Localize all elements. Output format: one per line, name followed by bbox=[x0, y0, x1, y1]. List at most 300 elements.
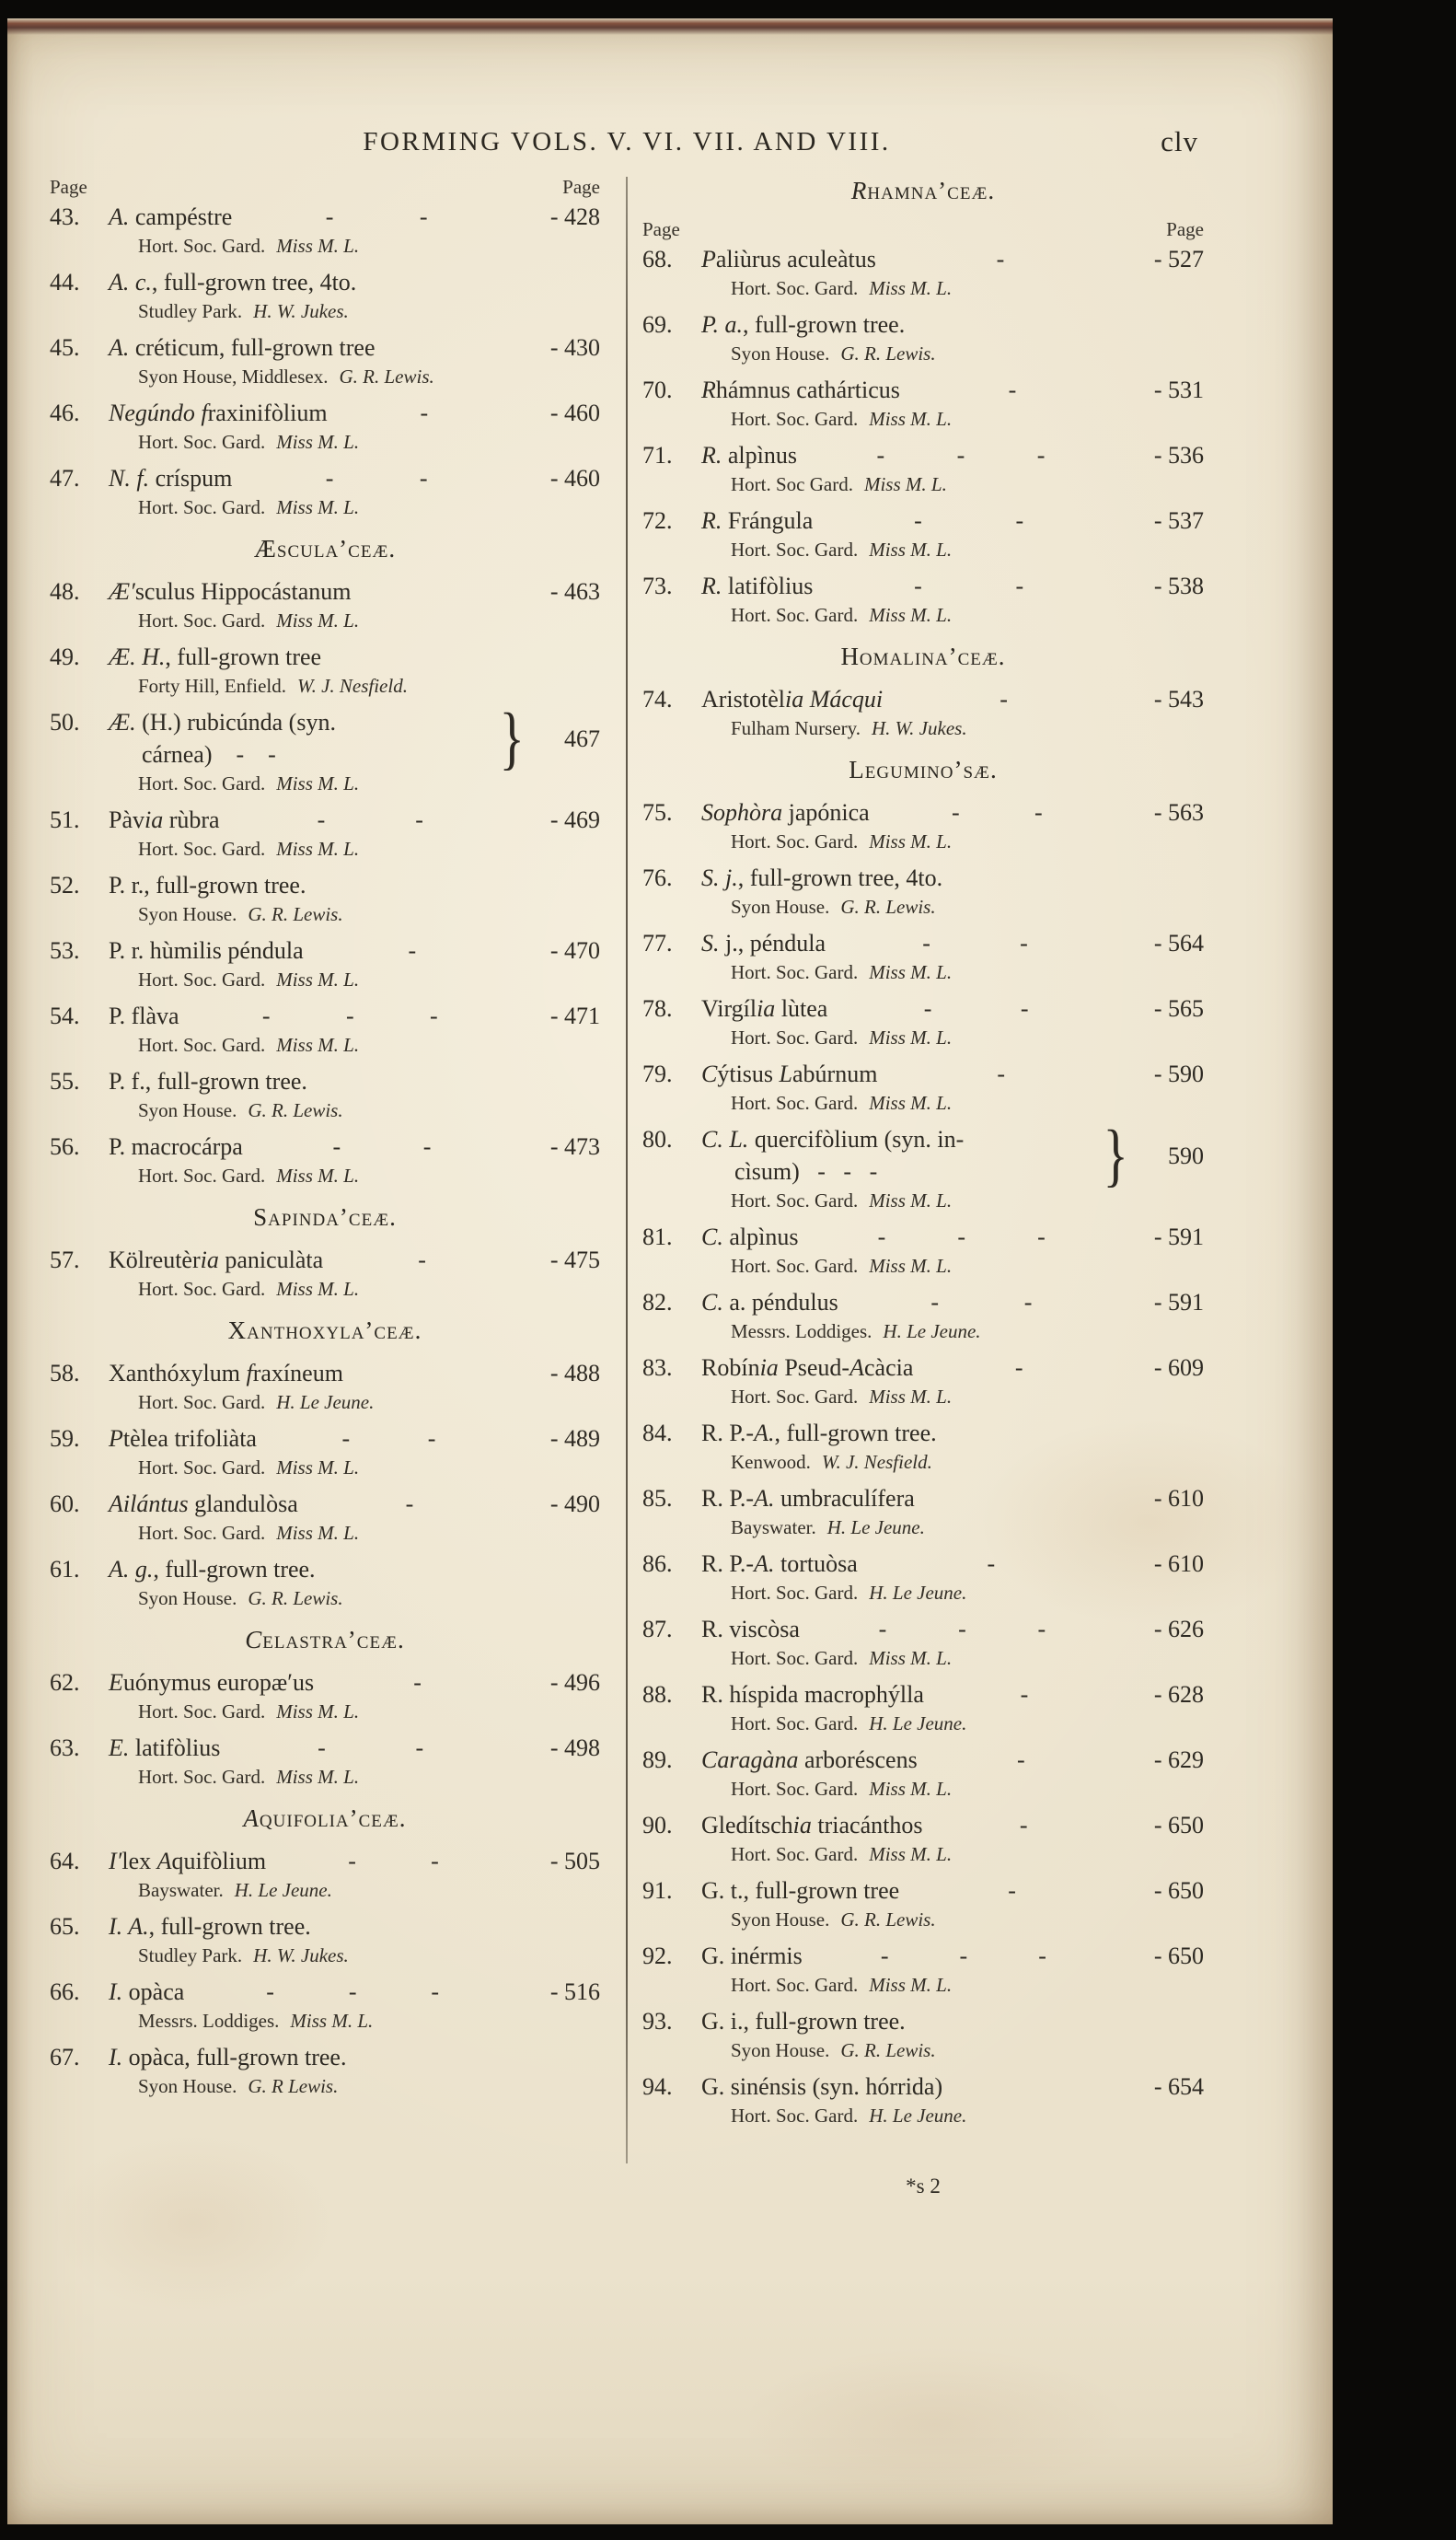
leader-dashes bbox=[298, 1488, 521, 1520]
index-entry bbox=[642, 1809, 1204, 1867]
source-location: Hort. Soc. Gard. bbox=[138, 1278, 266, 1300]
entry-title: Robínia Pseud-Acàcia bbox=[701, 1354, 914, 1381]
source-artist: Miss M. L. bbox=[869, 1974, 953, 1996]
source-artist: H. W. Jukes. bbox=[253, 300, 349, 322]
source-artist: Miss M. L. bbox=[276, 431, 360, 453]
entry-title: Paliùrus aculeàtus bbox=[701, 246, 876, 273]
entry-line bbox=[50, 1976, 600, 2008]
leader-dash: - bbox=[1020, 1681, 1029, 1708]
entry-line bbox=[642, 1221, 1204, 1253]
leader-dash: - bbox=[996, 246, 1005, 273]
index-entry bbox=[642, 2070, 1204, 2128]
leader-dashes bbox=[913, 1351, 1125, 1384]
entry-number: 90. bbox=[642, 1812, 673, 1838]
source-artist: H. Le Jeune. bbox=[276, 1391, 375, 1413]
index-entry bbox=[50, 2041, 600, 2099]
entry-source-line bbox=[50, 1032, 600, 1058]
source-artist: Miss M. L. bbox=[869, 604, 953, 626]
entry-page-number: - 650 bbox=[1153, 1943, 1204, 1969]
source-artist: Miss M. L. bbox=[869, 539, 953, 561]
source-artist: G. R. Lewis. bbox=[840, 342, 936, 365]
page-column-label-left: Page bbox=[642, 218, 680, 240]
index-entry bbox=[642, 505, 1204, 563]
entry-title: G. sinénsis (syn. hórrida) bbox=[701, 2073, 943, 2100]
entry-title: E. latifòlius bbox=[109, 1734, 221, 1761]
index-entry bbox=[642, 1351, 1204, 1409]
entry-line bbox=[50, 641, 600, 673]
leader-dashes bbox=[813, 570, 1125, 602]
entry-number: 56. bbox=[50, 1133, 80, 1160]
entry-source-line bbox=[50, 2073, 600, 2099]
entry-page-number: - 488 bbox=[549, 1360, 600, 1386]
leader-dash: - bbox=[415, 1734, 424, 1761]
entry-source-line bbox=[50, 1389, 600, 1415]
source-artist: H. W. Jukes. bbox=[253, 1944, 349, 1966]
source-location: Messrs. Loddiges. bbox=[731, 1320, 872, 1342]
source-location: Hort. Soc. Gard. bbox=[138, 235, 266, 257]
leader-dashes bbox=[797, 439, 1125, 471]
entry-title: Æ. H., full-grown tree bbox=[109, 644, 322, 670]
leader-dash: - bbox=[1037, 1224, 1046, 1250]
entry-number: 84. bbox=[642, 1420, 673, 1446]
source-location: Hort. Soc Gard. bbox=[731, 473, 853, 495]
entry-title: Æ′sculus Hippocástanum bbox=[109, 578, 352, 605]
source-location: Hort. Soc. Gard. bbox=[138, 1391, 266, 1413]
entry-title: P. flàva bbox=[109, 1003, 179, 1029]
entry-line bbox=[50, 201, 600, 233]
index-entry bbox=[50, 1131, 600, 1189]
leader-dash: - bbox=[429, 1003, 438, 1029]
index-entry bbox=[642, 683, 1204, 741]
index-entry bbox=[50, 934, 600, 992]
leader-dash: - bbox=[420, 400, 429, 426]
entry-number: 44. bbox=[50, 269, 80, 296]
entry-line bbox=[50, 1065, 600, 1097]
entry-source-line bbox=[642, 894, 1204, 920]
entry-source-line bbox=[642, 1449, 1204, 1475]
leader-dashes bbox=[900, 374, 1125, 406]
entry-source-line bbox=[642, 275, 1204, 301]
source-artist: Miss M. L. bbox=[276, 1456, 360, 1479]
entry-page-number: - 471 bbox=[549, 1003, 600, 1029]
leader-dash: - bbox=[413, 1669, 422, 1696]
entry-number: 76. bbox=[642, 864, 673, 891]
source-artist: Miss M. L. bbox=[869, 1092, 953, 1114]
entry-number: 75. bbox=[642, 799, 673, 826]
entry-number: 67. bbox=[50, 2044, 80, 2070]
page-column-label-right: Page bbox=[1166, 218, 1204, 240]
entry-line bbox=[50, 1131, 600, 1163]
leader-dash: - bbox=[427, 1425, 436, 1452]
entry-title: I. opàca bbox=[109, 1978, 185, 2005]
entry-title: Negúndo fraxinifòlium bbox=[109, 400, 328, 426]
source-location: Hort. Soc. Gard. bbox=[731, 1974, 859, 1996]
source-location: Studley Park. bbox=[138, 300, 243, 322]
entry-source-line bbox=[642, 1514, 1204, 1540]
leader-dashes bbox=[257, 1422, 521, 1455]
entry-number: 61. bbox=[50, 1556, 80, 1583]
entry-title: R. Frángula bbox=[701, 507, 814, 534]
source-location: Hort. Soc. Gard. bbox=[731, 277, 859, 299]
leader-dash: - bbox=[1020, 930, 1028, 957]
source-location: Hort. Soc. Gard. bbox=[731, 539, 859, 561]
entry-line bbox=[642, 243, 1204, 275]
entry-source-line bbox=[642, 829, 1204, 854]
entry-line bbox=[50, 1666, 600, 1699]
source-location: Hort. Soc. Gard. bbox=[138, 1766, 266, 1788]
index-entry bbox=[50, 1000, 600, 1058]
entry-source-line bbox=[50, 1943, 600, 1968]
leader-dash: - bbox=[422, 1133, 432, 1160]
entry-source-line bbox=[50, 364, 600, 389]
entry-source-line bbox=[50, 298, 600, 324]
source-artist: H. Le Jeune. bbox=[826, 1516, 925, 1538]
index-entry bbox=[642, 1286, 1204, 1344]
entry-title: Sophòra japónica bbox=[701, 799, 870, 826]
leader-dash: - bbox=[957, 1224, 966, 1250]
source-artist: Miss M. L. bbox=[869, 1189, 953, 1212]
section-heading: Homalina’ceæ. bbox=[840, 643, 1006, 670]
section-heading: Xanthoxyla’ceæ. bbox=[227, 1316, 422, 1344]
leader-dash: - bbox=[419, 203, 428, 230]
leader-dash: - bbox=[1037, 1616, 1046, 1642]
index-entry bbox=[642, 992, 1204, 1050]
entry-number: 87. bbox=[642, 1616, 673, 1642]
source-artist: H. Le Jeune. bbox=[869, 1712, 967, 1734]
leader-dashes bbox=[184, 1976, 521, 2008]
entry-source-line bbox=[50, 608, 600, 633]
entry-page-number: - 629 bbox=[1153, 1746, 1204, 1773]
index-entry bbox=[50, 1065, 600, 1123]
entry-line bbox=[50, 1000, 600, 1032]
source-artist: Miss M. L. bbox=[276, 609, 360, 632]
source-artist: Miss M. L. bbox=[869, 1255, 953, 1277]
entry-number: 50. bbox=[50, 709, 80, 736]
entry-page-number: 590 bbox=[1168, 1142, 1204, 1169]
source-artist: Miss M. L. bbox=[869, 408, 953, 430]
entry-number: 82. bbox=[642, 1289, 673, 1316]
index-entry bbox=[50, 1976, 600, 2034]
entry-page-number: - 610 bbox=[1153, 1485, 1204, 1512]
entry-number: 46. bbox=[50, 400, 80, 426]
entry-line bbox=[50, 1244, 600, 1276]
entry-line bbox=[50, 804, 600, 836]
entry-number: 55. bbox=[50, 1068, 80, 1095]
source-artist: Miss M. L. bbox=[276, 1522, 360, 1544]
folio-number: clv bbox=[1161, 125, 1198, 157]
entry-number: 89. bbox=[642, 1746, 673, 1773]
left-column bbox=[50, 175, 600, 2106]
leader-dashes bbox=[323, 1244, 521, 1276]
entry-page-number: - 650 bbox=[1153, 1812, 1204, 1838]
source-location: Hort. Soc. Gard. bbox=[731, 408, 859, 430]
entry-line bbox=[642, 1744, 1204, 1776]
leader-dashes bbox=[870, 796, 1125, 829]
source-location: Hort. Soc. Gard. bbox=[731, 2105, 859, 2127]
entry-page-number: - 505 bbox=[549, 1848, 600, 1874]
entry-title: A. campéstre bbox=[109, 203, 233, 230]
entry-title: R. viscòsa bbox=[701, 1616, 800, 1642]
index-entry bbox=[642, 1940, 1204, 1998]
entry-title: P. macrocárpa bbox=[109, 1133, 243, 1160]
leader-dashes bbox=[304, 934, 521, 967]
source-location: Hort. Soc. Gard. bbox=[138, 609, 266, 632]
source-artist: H. Le Jeune. bbox=[883, 1320, 981, 1342]
leader-dash: - bbox=[930, 1289, 940, 1316]
leader-dash: - bbox=[325, 203, 334, 230]
index-entry bbox=[642, 1221, 1204, 1279]
source-location: Messrs. Loddiges. bbox=[138, 2010, 280, 2032]
index-entry bbox=[642, 1874, 1204, 1932]
entry-source-line bbox=[50, 429, 600, 455]
entry-line bbox=[50, 1910, 600, 1943]
leader-dash: - bbox=[877, 1224, 886, 1250]
entry-line bbox=[50, 1488, 600, 1520]
source-artist: Miss M. L. bbox=[290, 2010, 374, 2032]
leader-dash: - bbox=[1019, 1812, 1028, 1838]
entry-number: 74. bbox=[642, 686, 673, 713]
entry-page-number: - 460 bbox=[549, 400, 600, 426]
entry-title: R. P.-A. umbraculífera bbox=[701, 1485, 915, 1512]
entry-title: Pàvia rùbra bbox=[109, 806, 220, 833]
entry-number: 59. bbox=[50, 1425, 80, 1452]
leader-dash: - bbox=[1023, 1289, 1033, 1316]
entry-line bbox=[642, 796, 1204, 829]
entry-line bbox=[642, 927, 1204, 959]
entry-title: G. inérmis bbox=[701, 1943, 803, 1969]
leader-dash: - bbox=[419, 465, 428, 492]
index-entry bbox=[642, 927, 1204, 985]
source-artist: Miss M. L. bbox=[276, 1766, 360, 1788]
leader-dashes bbox=[232, 462, 521, 494]
entry-source-line bbox=[642, 715, 1204, 741]
index-entry bbox=[50, 804, 600, 862]
source-artist: H. Le Jeune. bbox=[234, 1879, 332, 1901]
source-location: Syon House. bbox=[138, 1099, 237, 1121]
page-labels-row bbox=[642, 217, 1204, 241]
source-artist: G. R. Lewis. bbox=[840, 2039, 936, 2061]
entry-line bbox=[642, 1058, 1204, 1090]
brace-line-1: Æ. (H.) rubicúnda (syn. bbox=[109, 709, 336, 736]
entry-title: Xanthóxylum fraxíneum bbox=[109, 1360, 343, 1386]
entry-number: 45. bbox=[50, 334, 80, 361]
entry-title: Virgília lùtea bbox=[701, 995, 828, 1022]
source-location: Hort. Soc. Gard. bbox=[138, 1700, 266, 1722]
entry-source-line bbox=[642, 2103, 1204, 2128]
entry-title: R. híspida macrophýlla bbox=[701, 1681, 924, 1708]
leader-dashes bbox=[220, 1732, 521, 1764]
source-artist: Miss M. L. bbox=[276, 1278, 360, 1300]
index-entry bbox=[50, 641, 600, 699]
entry-page-number: - 563 bbox=[1153, 799, 1204, 826]
entry-number: 48. bbox=[50, 578, 80, 605]
leader-dash: - bbox=[878, 1616, 887, 1642]
index-entry bbox=[642, 570, 1204, 628]
entry-title: C. a. péndulus bbox=[701, 1289, 838, 1316]
source-location: Bayswater. bbox=[138, 1879, 224, 1901]
entry-number: 64. bbox=[50, 1848, 80, 1874]
leader-dashes bbox=[232, 201, 521, 233]
entry-source-line bbox=[50, 1276, 600, 1302]
entry-page-number: - 428 bbox=[549, 203, 600, 230]
entry-source-line bbox=[50, 673, 600, 699]
leader-dash: - bbox=[261, 1003, 271, 1029]
source-artist: Miss M. L. bbox=[276, 235, 360, 257]
entry-page-number: - 490 bbox=[549, 1490, 600, 1517]
section-heading: Sapinda’ceæ. bbox=[253, 1203, 397, 1231]
entry-line bbox=[642, 683, 1204, 715]
source-artist: H. W. Jukes. bbox=[871, 717, 967, 739]
source-artist: H. Le Jeune. bbox=[869, 1582, 967, 1604]
leader-dash: - bbox=[345, 1003, 354, 1029]
leader-dashes bbox=[314, 1666, 521, 1699]
leader-dash: - bbox=[332, 1133, 341, 1160]
entry-number: 49. bbox=[50, 644, 80, 670]
entry-source-line bbox=[50, 836, 600, 862]
entry-page-number: - 543 bbox=[1153, 686, 1204, 713]
leader-dashes bbox=[899, 1874, 1125, 1907]
leader-dash: - bbox=[431, 1848, 439, 1874]
source-location: Syon House. bbox=[138, 1587, 237, 1609]
source-location: Hort. Soc. Gard. bbox=[138, 1456, 266, 1479]
entry-title: S. j., full-grown tree, 4to. bbox=[701, 864, 943, 891]
entry-line bbox=[642, 570, 1204, 602]
entry-page-number: - 463 bbox=[549, 578, 600, 605]
entry-number: 83. bbox=[642, 1354, 673, 1381]
entry-source-line bbox=[50, 1097, 600, 1123]
entry-number: 81. bbox=[642, 1224, 673, 1250]
entry-source-line bbox=[642, 537, 1204, 563]
entry-page-number: - 565 bbox=[1153, 995, 1204, 1022]
source-location: Hort. Soc. Gard. bbox=[731, 1843, 859, 1865]
entry-source-line bbox=[642, 2037, 1204, 2063]
source-location: Hort. Soc. Gard. bbox=[138, 1165, 266, 1187]
section-heading: Celastra’ceæ. bbox=[245, 1626, 405, 1653]
leader-dashes bbox=[179, 1000, 521, 1032]
entry-source-line bbox=[50, 1455, 600, 1480]
entry-number: 94. bbox=[642, 2073, 673, 2100]
entry-page-number: - 470 bbox=[549, 937, 600, 964]
source-location: Hort. Soc. Gard. bbox=[138, 968, 266, 991]
entry-page-number: - 609 bbox=[1153, 1354, 1204, 1381]
leader-dash: - bbox=[1020, 995, 1029, 1022]
source-artist: G. R. Lewis. bbox=[248, 903, 343, 925]
entry-line bbox=[642, 1417, 1204, 1449]
leader-dashes bbox=[798, 1221, 1125, 1253]
entry-page-number: - 538 bbox=[1153, 573, 1204, 599]
source-artist: Miss M. L. bbox=[869, 830, 953, 852]
entry-line bbox=[642, 1940, 1204, 1972]
printers-signature: *s 2 bbox=[906, 2175, 941, 2198]
leader-dashes bbox=[328, 397, 521, 429]
index-entry bbox=[50, 1357, 600, 1415]
leader-dash: - bbox=[408, 937, 417, 964]
index-entry bbox=[642, 308, 1204, 366]
entry-title: Euónymus europæ′us bbox=[109, 1669, 315, 1696]
source-artist: G. R. Lewis. bbox=[248, 1099, 343, 1121]
entry-brace-lines bbox=[50, 700, 600, 777]
leader-dashes bbox=[827, 992, 1125, 1025]
entry-source-line bbox=[642, 1318, 1204, 1344]
entry-source-line bbox=[50, 2008, 600, 2034]
source-location: Hort. Soc. Gard. bbox=[731, 1712, 859, 1734]
entry-number: 51. bbox=[50, 806, 80, 833]
entry-source-line bbox=[642, 1090, 1204, 1116]
entry-line bbox=[50, 575, 600, 608]
entry-title: C. alpìnus bbox=[701, 1224, 799, 1250]
entry-title: N. f. críspum bbox=[109, 465, 233, 492]
source-artist: Miss M. L. bbox=[869, 1386, 953, 1408]
entry-line bbox=[642, 439, 1204, 471]
index-entry bbox=[50, 462, 600, 520]
entry-line bbox=[642, 1482, 1204, 1514]
index-entry bbox=[642, 243, 1204, 301]
entry-line bbox=[50, 1845, 600, 1877]
leader-dashes bbox=[243, 1131, 521, 1163]
entry-source-line bbox=[50, 901, 600, 927]
entry-page-number: - 626 bbox=[1153, 1616, 1204, 1642]
entry-page-number: - 591 bbox=[1153, 1289, 1204, 1316]
entry-page-number: - 498 bbox=[549, 1734, 600, 1761]
page-labels-row bbox=[50, 175, 600, 199]
entry-source-line bbox=[50, 1585, 600, 1611]
entry-number: 72. bbox=[642, 507, 673, 534]
index-entry bbox=[50, 1732, 600, 1790]
entry-title: Cýtisus Labúrnum bbox=[701, 1061, 878, 1087]
entry-number: 78. bbox=[642, 995, 673, 1022]
leader-dash: - bbox=[1015, 573, 1024, 599]
leader-dashes bbox=[220, 804, 521, 836]
entry-title: P. f., full-grown tree. bbox=[109, 1068, 307, 1095]
source-artist: Miss M. L. bbox=[869, 1647, 953, 1669]
column-divider-rule bbox=[626, 177, 628, 2163]
entry-page-number: - 489 bbox=[549, 1425, 600, 1452]
entry-number: 92. bbox=[642, 1943, 673, 1969]
entry-line bbox=[50, 331, 600, 364]
leader-dash: - bbox=[341, 1425, 351, 1452]
leader-dash: - bbox=[876, 442, 885, 469]
leader-dash: - bbox=[1015, 507, 1024, 534]
entry-number: 57. bbox=[50, 1247, 80, 1273]
entry-title: P. r., full-grown tree. bbox=[109, 872, 306, 899]
source-location: Hort. Soc. Gard. bbox=[731, 1189, 859, 1212]
leader-dash: - bbox=[1036, 442, 1046, 469]
index-entry bbox=[642, 1744, 1204, 1802]
entry-title: G. t., full-grown tree bbox=[701, 1877, 900, 1904]
entry-title: A. c., full-grown tree, 4to. bbox=[109, 269, 357, 296]
leader-dash: - bbox=[1017, 1746, 1025, 1773]
source-artist: Miss M. L. bbox=[276, 496, 360, 518]
entry-number: 63. bbox=[50, 1734, 80, 1761]
entry-line bbox=[50, 869, 600, 901]
leader-dash: - bbox=[317, 806, 326, 833]
entry-title: P. r. hùmilis péndula bbox=[109, 937, 304, 964]
entry-source-line bbox=[642, 1580, 1204, 1606]
entry-line bbox=[50, 1732, 600, 1764]
entry-page-number: 467 bbox=[564, 725, 600, 752]
leader-dashes bbox=[266, 1845, 521, 1877]
source-location: Hort. Soc. Gard. bbox=[138, 431, 266, 453]
entry-line bbox=[642, 1613, 1204, 1645]
entry-source-line bbox=[50, 233, 600, 259]
leader-dashes bbox=[813, 505, 1125, 537]
index-entry bbox=[642, 862, 1204, 920]
entry-source-line bbox=[50, 1764, 600, 1790]
index-entry bbox=[642, 374, 1204, 432]
entry-source-line bbox=[50, 1520, 600, 1546]
entry-page-number: - 654 bbox=[1153, 2073, 1204, 2100]
entry-page-number: - 536 bbox=[1153, 442, 1204, 469]
